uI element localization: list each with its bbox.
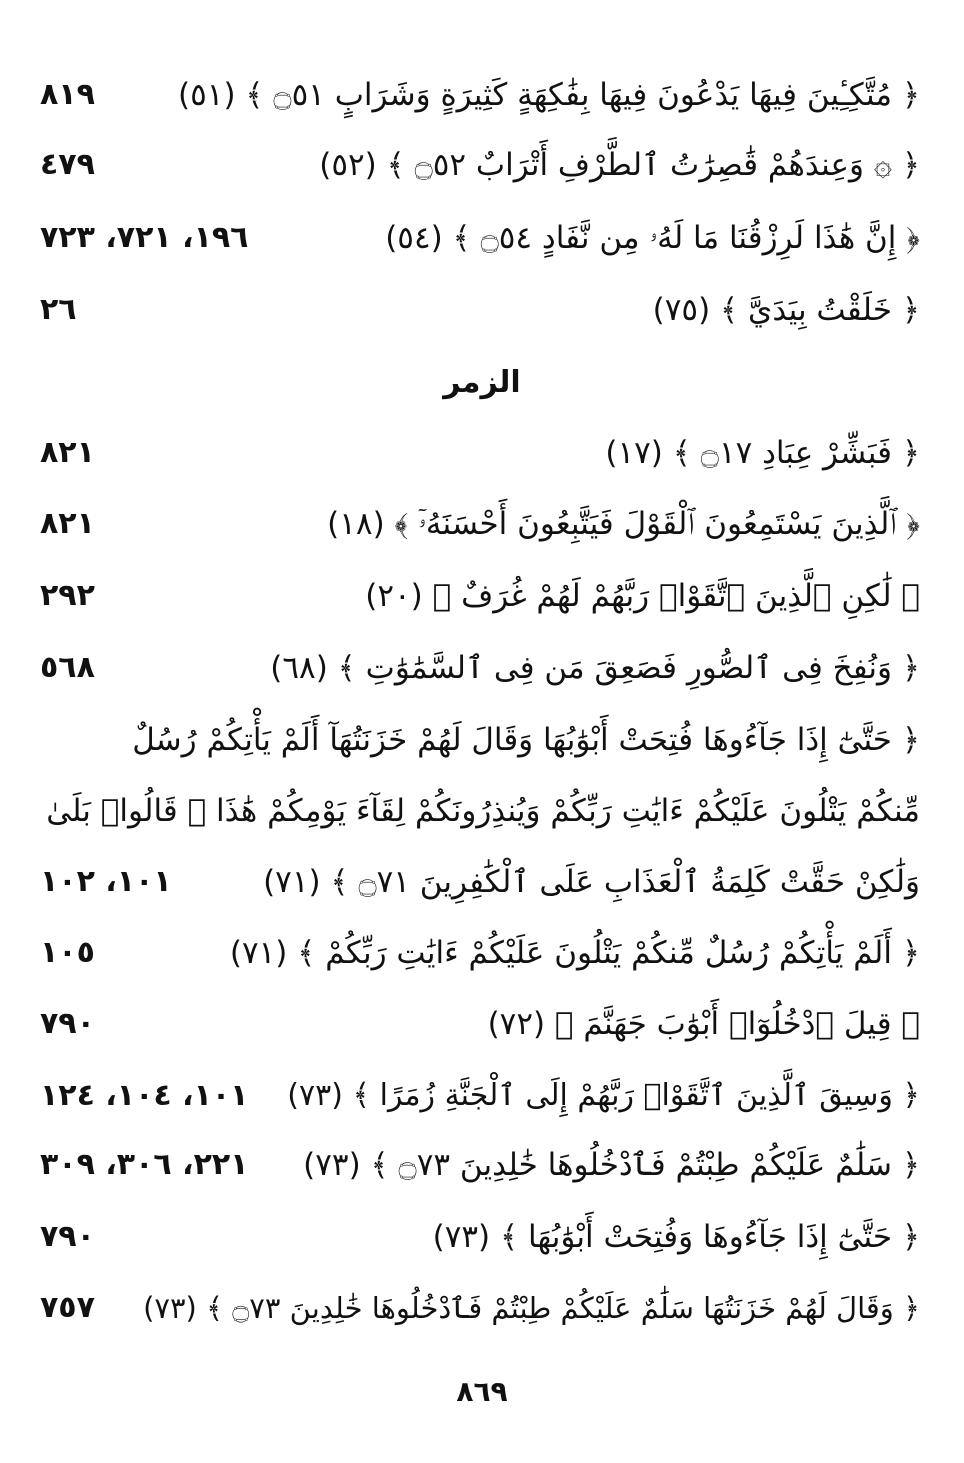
verse-text: ﴿ ۞ وَعِندَهُمْ قَٰصِرَٰتُ ٱلطَّرْفِ أَتْرَابٌ ۝٥٢ ﴾ (٥٢): [319, 147, 920, 183]
page-number: ٨٦٩: [456, 1375, 508, 1408]
page-references: ٧٩٠: [40, 1219, 95, 1254]
index-entry: [40, 923, 920, 983]
index-entry: [40, 65, 920, 125]
index-entry: [40, 1135, 920, 1195]
index-entry: [40, 1278, 920, 1338]
page-references: ١٠٥: [40, 935, 95, 970]
surah-heading: الزمر: [443, 365, 521, 400]
page-references: ٨١٩: [40, 77, 95, 112]
index-entry: [40, 423, 920, 483]
index-entry: [40, 1066, 920, 1126]
page-references: ٤٧٩: [40, 147, 95, 182]
page-references: ٢٦: [40, 292, 77, 327]
page-references: ٨٢١: [40, 506, 95, 541]
verse-text: ﴿ خَلَقْتُ بِيَدَيَّ ﴾ (٧٥): [652, 292, 920, 328]
page-references: ٢٢١، ٣٠٦، ٣٠٩: [40, 1147, 249, 1182]
page-references: ٧٥٧: [40, 1290, 95, 1325]
page-references: ١٠١، ١٠٢: [40, 864, 172, 899]
verse-text: وَلَٰكِنْ حَقَّتْ كَلِمَةُ ٱلْعَذَابِ عَلَى ٱلْكَٰفِرِينَ ۝٧١ ﴾ (٧١): [263, 864, 920, 900]
index-entry: [40, 1207, 920, 1267]
verse-text: ﴿ وَقَالَ لَهُمْ خَزَنَتُهَا سَلَٰمٌ عَلَيْكُمْ طِبْتُمْ فَٱدْخُلُوهَا خَٰلِدِينَ ۝٧٣ ﴾ (٧٣): [143, 1291, 920, 1325]
verse-text: ﴿ وَنُفِخَ فِى ٱلصُّورِ فَصَعِقَ مَن فِى ٱلسَّمَٰوَٰتِ ﴾ (٦٨): [270, 650, 920, 686]
verse-text: ﴿ حَتَّىٰٓ إِذَا جَآءُوهَا فُتِحَتْ أَبْوَٰبُهَا وَقَالَ لَهُمْ خَزَنَتُهَآ أَلَمْ يَأْتِكُمْ رُسُلٌ: [132, 722, 920, 758]
verse-text: ﴿ وَسِيقَ ٱلَّذِينَ ٱتَّقَوْا۟ رَبَّهُمْ إِلَى ٱلْجَنَّةِ زُمَرًا ﴾ (٧٣): [287, 1078, 920, 1113]
verse-text: ﴿ سَلَٰمٌ عَلَيْكُمْ طِبْتُمْ فَٱدْخُلُوهَا خَٰلِدِينَ ۝٧٣ ﴾ (٧٣): [303, 1147, 920, 1183]
verse-text: ﴿ لَٰكِنِ ٱلَّذِينَ ٱتَّقَوْا۟ رَبَّهُمْ لَهُمْ غُرَفٌ ﴾ (٢٠): [365, 578, 920, 614]
index-entry: [40, 638, 920, 698]
index-entry: [40, 494, 920, 554]
verse-text: ﴿ أَلَمْ يَأْتِكُمْ رُسُلٌ مِّنكُمْ يَتْلُونَ عَلَيْكُمْ ءَايَٰتِ رَبِّكُمْ ﴾ (٧١): [229, 935, 920, 971]
index-entry: [40, 781, 920, 841]
page-references: ٧٩٠: [40, 1006, 95, 1041]
verse-text: ﴿ مُتَّكِـِٔينَ فِيهَا يَدْعُونَ فِيهَا بِفَٰكِهَةٍ كَثِيرَةٍ وَشَرَابٍ ۝٥١ ﴾ (٥١): [178, 77, 920, 113]
page-references: ١٠١، ١٠٤، ١٢٤: [40, 1078, 249, 1113]
index-entry: [40, 135, 920, 195]
page-references: ١٩٦، ٧٢١، ٧٢٣: [40, 220, 249, 255]
page-references: ٢٩٢: [40, 578, 95, 613]
index-entry: [40, 710, 920, 770]
page-references: ٨٢١: [40, 435, 95, 470]
index-entry: [40, 852, 920, 912]
index-entry: [40, 208, 920, 268]
verse-text: ﴿ فَبَشِّرْ عِبَادِ ۝١٧ ﴾ (١٧): [605, 435, 920, 471]
verse-text: ﴿ قِيلَ ٱدْخُلُوٓا۟ أَبْوَٰبَ جَهَنَّمَ ﴾ (٧٢): [487, 1006, 920, 1042]
verse-text: ﴿ إِنَّ هَٰذَا لَرِزْقُنَا مَا لَهُۥ مِن نَّفَادٍ ۝٥٤ ﴾ (٥٤): [385, 220, 920, 256]
verse-text: ﴿ حَتَّىٰٓ إِذَا جَآءُوهَا وَفُتِحَتْ أَبْوَٰبُهَا ﴾ (٧٣): [432, 1219, 920, 1255]
page-references: ٥٦٨: [40, 650, 95, 685]
index-entry: [40, 566, 920, 626]
index-entry: [40, 994, 920, 1054]
index-entry: [40, 280, 920, 340]
verse-text: ﴿ ٱلَّذِينَ يَسْتَمِعُونَ ٱلْقَوْلَ فَيَتَّبِعُونَ أَحْسَنَهُۥٓ ﴾ (١٨): [327, 506, 920, 542]
verse-text: مِّنكُمْ يَتْلُونَ عَلَيْكُمْ ءَايَٰتِ رَبِّكُمْ وَيُنذِرُونَكُمْ لِقَآءَ يَوْمِكُمْ هَٰذَا ۚ قَالُوا۟ بَلَىٰ: [46, 793, 920, 829]
